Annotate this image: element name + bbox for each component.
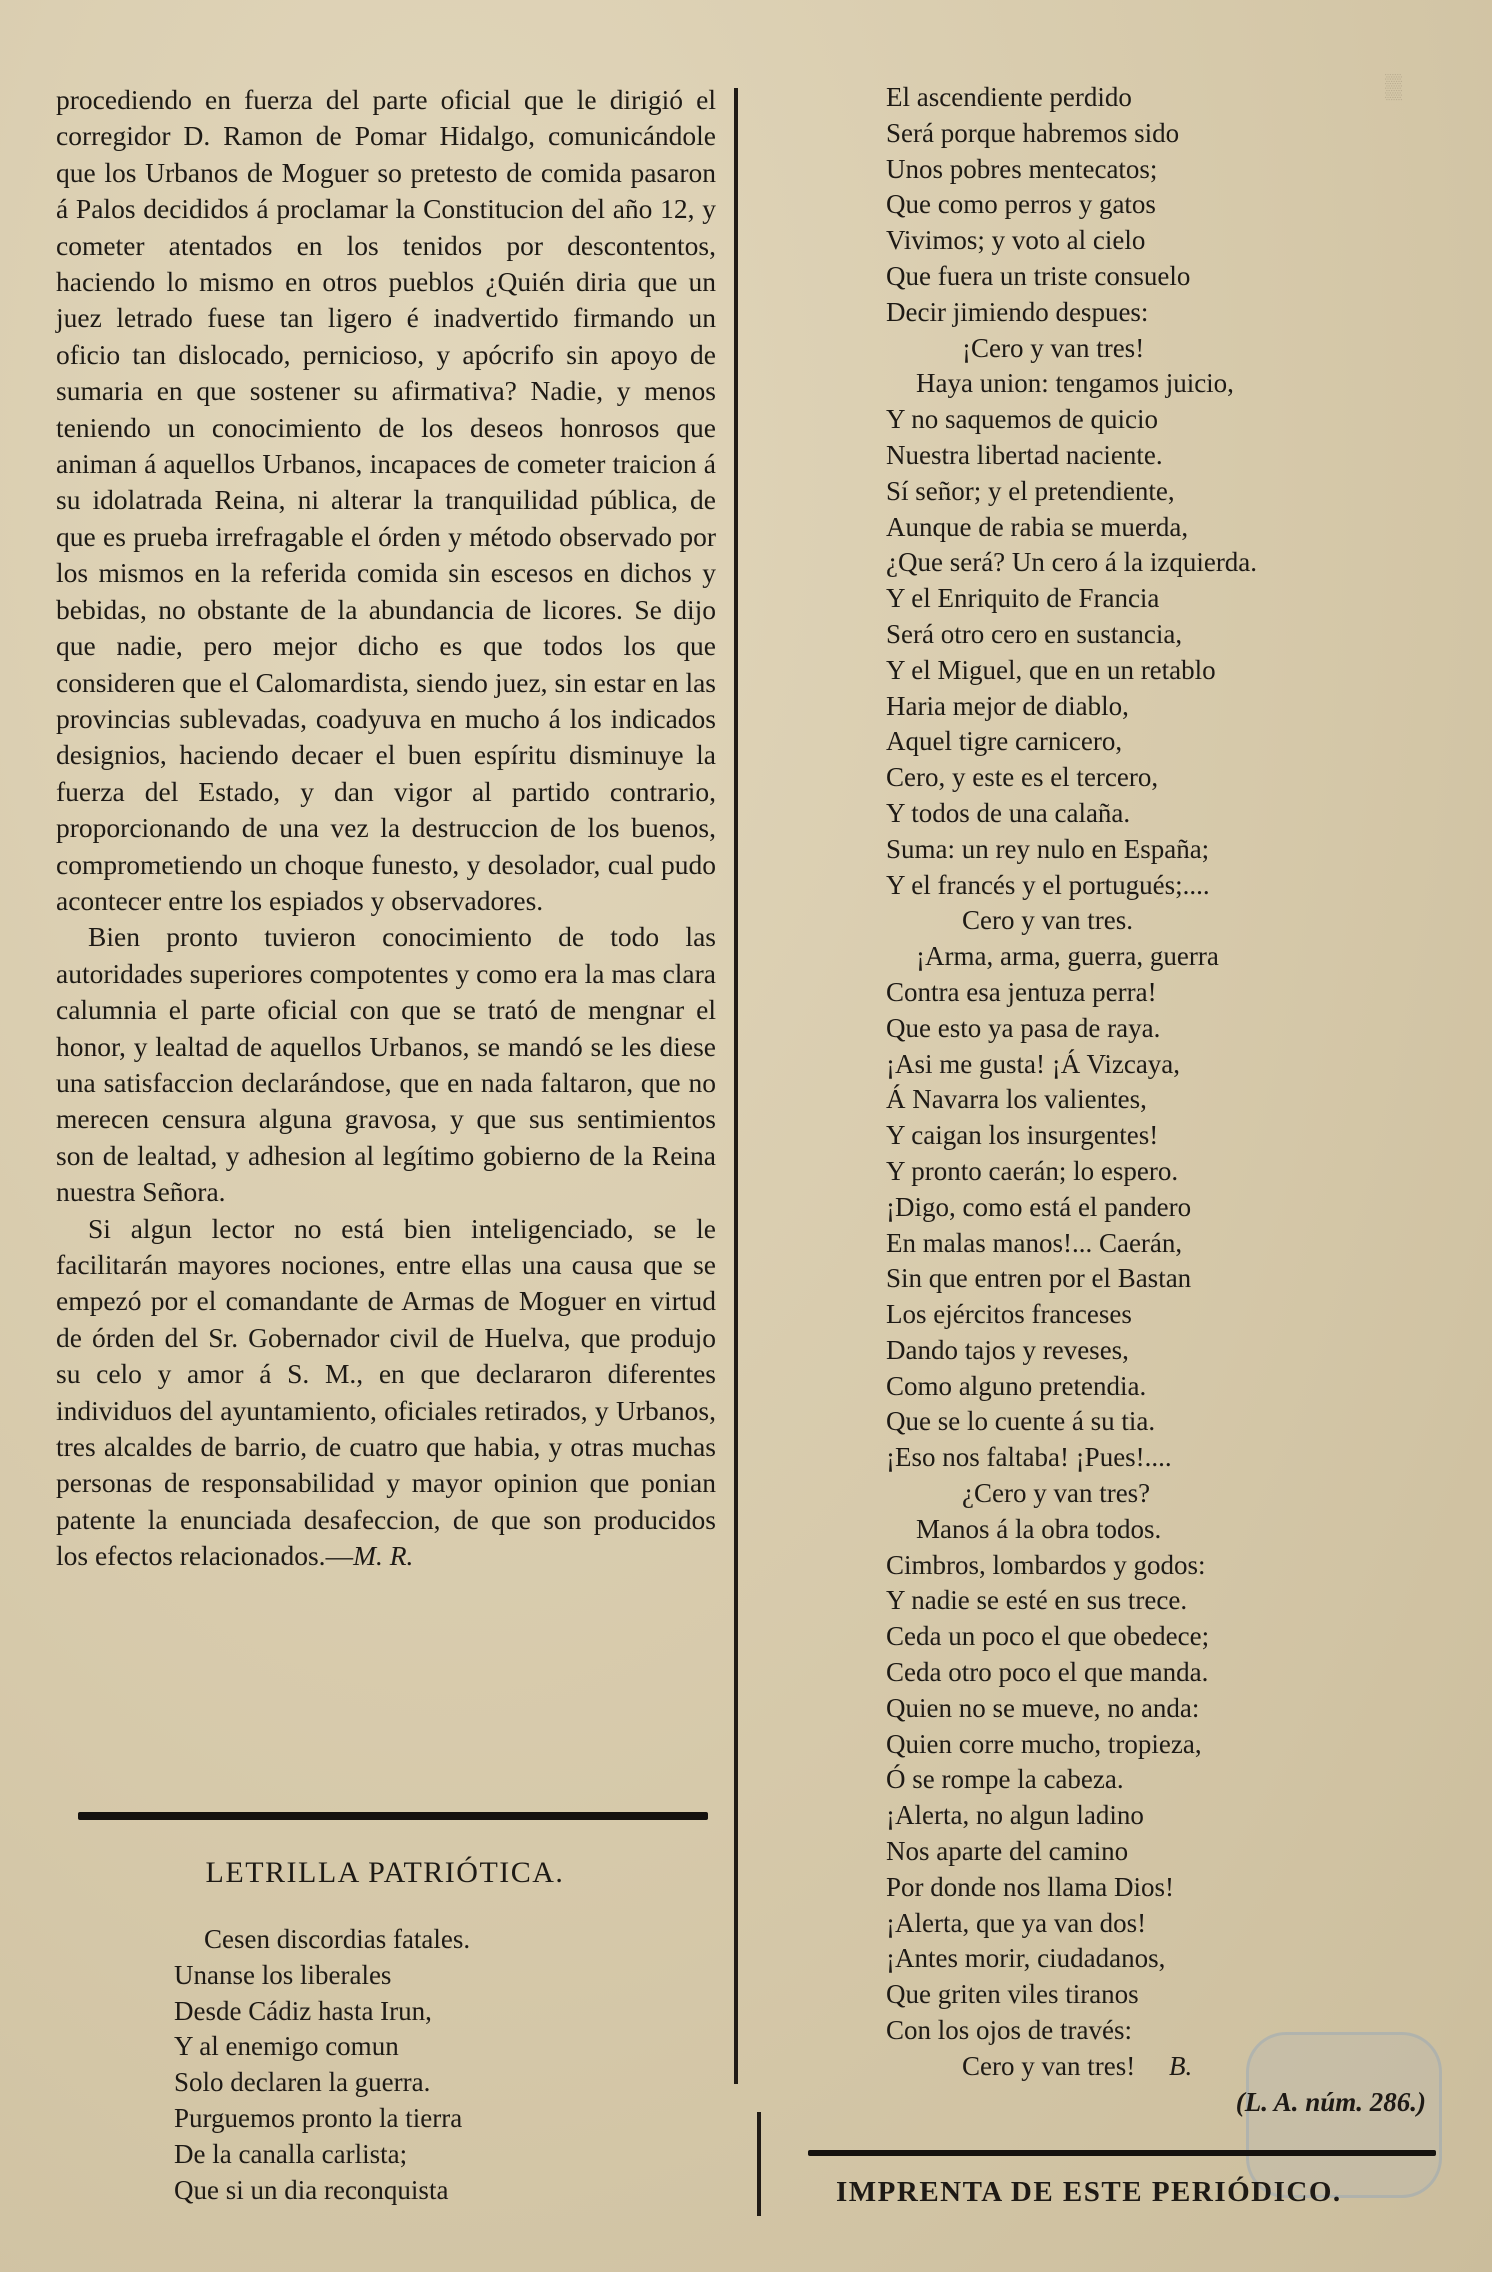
section-divider-rule <box>78 1812 708 1820</box>
article-paragraph-3-text: Si algun lector no está bien inteligenciado, se le facilitarán mayores nociones, entre ellas una causa que se empezó por el comandante de Armas de Moguer en virtud de órden del Sr. Gobernador civil de Huelva, que produjo su celo y amor á S. M., en que declararon diferentes individuos del ayuntamiento, oficiales retirados, y Urbanos, tres alcaldes de barrio, de cuatro que habia, y otras muchas personas de responsabilidad y mayor opinion que ponian patente la enunciada desafeccion, de que son producidos los efectos relacionados. <box>56 1212 716 1572</box>
poem-line: Será porque habremos sido <box>886 117 1180 148</box>
poem-line: Cesen discordias fatales. <box>204 1924 471 1954</box>
poem-reference-text: (L. A. núm. 286.) <box>1235 2086 1426 2117</box>
poem-refrain: Cero y van tres. <box>962 905 1133 936</box>
column-separator-rule <box>734 88 738 2084</box>
poem-line: Será otro cero en sustancia, <box>886 618 1183 649</box>
imprint-divider-rule <box>808 2150 1436 2156</box>
poem-line: Y caigan los insurgentes! <box>886 1120 1159 1151</box>
poem-line: Aunque de rabia se muerda, <box>886 511 1189 542</box>
poem-line: ¡Antes morir, ciudadanos, <box>886 1943 1166 1974</box>
poem-refrain: ¿Cero y van tres? <box>962 1478 1151 1509</box>
poem-line: Quien corre mucho, tropieza, <box>886 1728 1202 1759</box>
poem-line: ¡Asi me gusta! ¡Á Vizcaya, <box>886 1048 1181 1079</box>
poem-line: Decir jimiendo despues: <box>886 296 1149 327</box>
poem-line: Sí señor; y el pretendiente, <box>886 475 1175 506</box>
poem-line: Los ejércitos franceses <box>886 1299 1132 1330</box>
imprint-line: IMPRENTA DE ESTE PERIÓDICO. <box>836 2176 1342 2208</box>
poem-final-refrain: Cero y van tres! <box>962 2050 1136 2081</box>
poem-line: Dando tajos y reveses, <box>886 1334 1129 1365</box>
poem-line: Haya union: tengamos juicio, <box>916 368 1234 399</box>
poem-line: Desde Cádiz hasta Irun, <box>174 1995 432 2026</box>
poem-line: Y el Enriquito de Francia <box>886 583 1160 614</box>
poem-line: En malas manos!... Caerán, <box>886 1227 1183 1258</box>
poem-line: ¡Alerta, que ya van dos! <box>886 1907 1147 1938</box>
poem-line: Cimbros, lombardos y godos: <box>886 1549 1206 1580</box>
poem-line: Y nadie se esté en sus trece. <box>886 1585 1188 1616</box>
poem-line: Que fuera un triste consuelo <box>886 260 1191 291</box>
poem-line: Manos á la obra todos. <box>916 1513 1162 1544</box>
poem-line: Cero, y este es el tercero, <box>886 762 1159 793</box>
poem-line: Que griten viles tiranos <box>886 1979 1139 2010</box>
show-through-text: ▒ <box>1385 74 1403 100</box>
poem-final-line <box>886 2049 1446 2085</box>
poem-left-column <box>174 1922 714 2208</box>
poem-line: Ó se rompe la cabeza. <box>886 1764 1124 1795</box>
poem-line: Haria mejor de diablo, <box>886 690 1129 721</box>
poem-line: Con los ojos de través: <box>886 2015 1132 2046</box>
poem-line: Nuestra libertad naciente. <box>886 439 1163 470</box>
poem-line: Y el francés y el portugués;.... <box>886 869 1210 900</box>
poem-line: Y el Miguel, que en un retablo <box>886 654 1216 685</box>
poem-line: ¡Alerta, no algun ladino <box>886 1800 1144 1831</box>
left-column-article <box>56 82 716 1575</box>
poem-line: Sin que entren por el Bastan <box>886 1263 1192 1294</box>
poem-line: ¡Eso nos faltaba! ¡Pues!.... <box>886 1442 1172 1473</box>
poem-title: LETRILLA PATRIÓTICA. <box>205 1856 565 1889</box>
article-paragraph-3: Si algun lector no está bien inteligenciado, se le facilitarán mayores nociones, entre ellas una causa que se empezó por el comandante de Armas de Moguer en virtud de órden del Sr. Gobernador civil de Huelva, que produjo su celo y amor á S. M., en que declararon diferentes individuos del ayuntamiento, oficiales retirados, y Urbanos, tres alcaldes de barrio, de cuatro que habia, y otras muchas personas de responsabilidad y mayor opinion que ponian patente la enunciada desafeccion, de que son producidos los efectos relacionados.—M. R. <box>56 1212 716 1572</box>
poem-right-column <box>886 80 1446 2120</box>
poem-line: De la canalla carlista; <box>174 2138 408 2169</box>
poem-line: Suma: un rey nulo en España; <box>886 833 1210 864</box>
article-paragraph-1: procediendo en fuerza del parte oficial que le dirigió el corregidor D. Ramon de Pomar Hidalgo, comunicándole que los Urbanos de Moguer so pretesto de comida pasaron á Palos decididos á proclamar la Constitucion del año 12, y cometer atentados en los tenidos por descontentos, haciendo lo mismo en otros pueblos ¿Quién diria que un juez letrado fuese tan ligero é inadvertido firmando un oficio tan dislocado, pernicioso, y apócrifo sin apoyo de sumaria en que sostener su afirmativa? Nadie, y menos teniendo un conocimiento de los deseos honrosos que animan á aquellos Urbanos, incapaces de cometer traicion á su idolatrada Reina, ni alterar la tranquilidad pública, de que es prueba irrefragable el órden y método observado por los mismos en la referida comida sin escesos en dichos y bebidas, no obstante de la abundancia de licores. Se dijo que nadie, pero mejor dicho es que todos los que consideren que el Calomardista, siendo juez, sin estar en las provincias sublevadas, coadyuva en mucho á los indicados designios, haciendo decaer el buen espíritu disminuye la fuerza del Estado, y dan vigor al partido contrario, proporcionando de una vez la destruccion de los buenos, comprometiendo un choque funesto, y desolador, cual pudo acontecer entre los espiados y observadores. <box>56 84 716 916</box>
poem-line: Unos pobres mentecatos; <box>886 153 1158 184</box>
poem-line: Ceda un poco el que obedece; <box>886 1621 1210 1652</box>
poem-line: Que se lo cuente á su tia. <box>886 1406 1156 1437</box>
poem-source-reference <box>886 2085 1446 2121</box>
poem-line: ¿Que será? Un cero á la izquierda. <box>886 547 1258 578</box>
poem-line: Purguemos pronto la tierra <box>174 2102 463 2133</box>
poem-line: Contra esa jentuza perra! <box>886 976 1157 1007</box>
poem-line: ¡Digo, como está el pandero <box>886 1191 1192 1222</box>
poem-line: Vivimos; y voto al cielo <box>886 225 1146 256</box>
poem-line: Aquel tigre carnicero, <box>886 726 1123 757</box>
poem-signature: B. <box>1168 2050 1193 2081</box>
poem-line: Unanse los liberales <box>174 1959 392 1990</box>
poem-line: Y no saquemos de quicio <box>886 404 1158 435</box>
poem-line: Á Navarra los valientes, <box>886 1084 1147 1115</box>
poem-line: Y todos de una calaña. <box>886 797 1131 828</box>
poem-line: Que esto ya pasa de raya. <box>886 1012 1161 1043</box>
poem-line: ¡Arma, arma, guerra, guerra <box>916 941 1219 972</box>
poem-line: Ceda otro poco el que manda. <box>886 1657 1209 1688</box>
poem-line: El ascendiente perdido <box>886 82 1132 112</box>
poem-line: Que como perros y gatos <box>886 189 1156 220</box>
poem-line: Que si un dia reconquista <box>174 2174 449 2205</box>
poem-line: Como alguno pretendia. <box>886 1370 1147 1401</box>
poem-line: Y al enemigo comun <box>174 2031 399 2062</box>
poem-line: Solo declaren la guerra. <box>174 2067 431 2098</box>
poem-line: Nos aparte del camino <box>886 1836 1129 1867</box>
poem-line: Quien no se mueve, no anda: <box>886 1692 1200 1723</box>
poem-line: Y pronto caerán; lo espero. <box>886 1155 1179 1186</box>
poem-refrain: ¡Cero y van tres! <box>962 332 1145 363</box>
article-paragraph-2: Bien pronto tuvieron conocimiento de todo las autoridades superiores compotentes y como era la mas clara calumnia el parte oficial con que se trató de mengnar el honor, y lealtad de aquellos Urbanos, se mandó se les diese una satisfaccion declarándose, que en nada faltaron, que no merecen censura alguna gravosa, y que sus sentimientos son de lealtad, y adhesion al legítimo gobierno de la Reina nuestra Señora. <box>56 921 716 1208</box>
poem-line: Por donde nos llama Dios! <box>886 1871 1174 1902</box>
article-signature: M. R. <box>353 1540 414 1572</box>
column-separator-rule-lower <box>757 2112 761 2216</box>
